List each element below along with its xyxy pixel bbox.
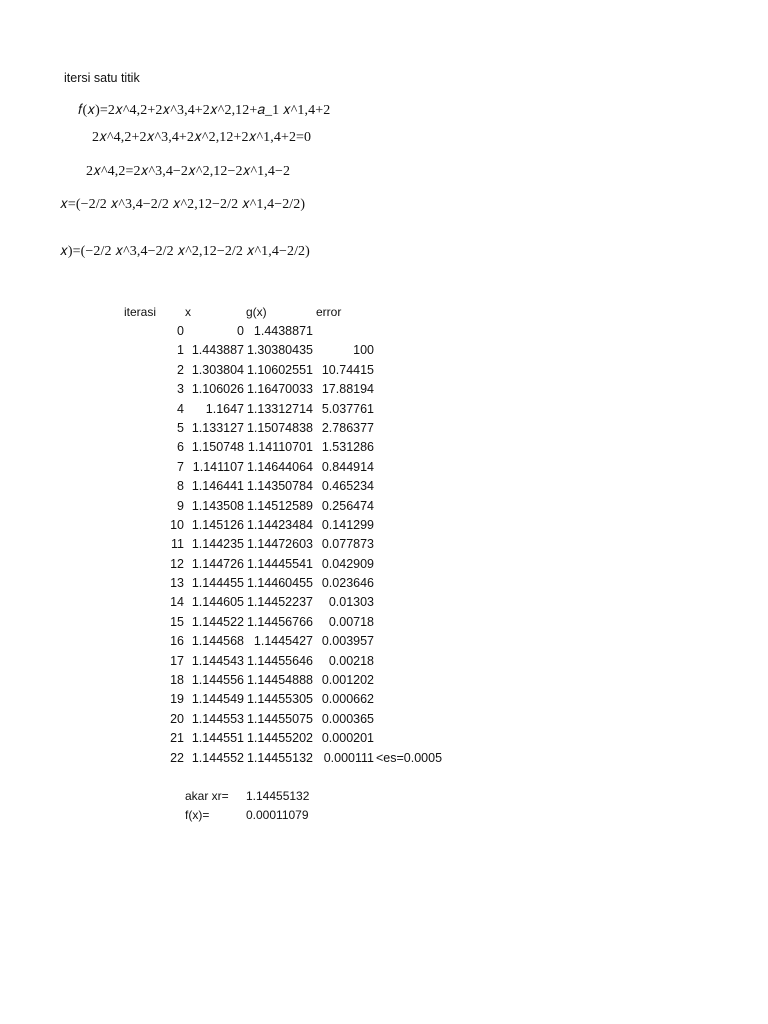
table-row [0, 555, 768, 574]
cell-gx: 1.30380435 [246, 343, 313, 358]
cell-gx: 1.14455305 [246, 692, 313, 707]
cell-gx: 1.14455132 [246, 750, 313, 765]
fx-value: 0.00011079 [246, 808, 309, 822]
table-row [0, 593, 768, 612]
cell-x: 1.143508 [191, 498, 244, 513]
cell-x: 1.145126 [191, 517, 244, 532]
cell-x: 1.144556 [191, 673, 244, 688]
cell-iterasi: 9 [177, 498, 184, 513]
cell-gx: 1.14512589 [246, 498, 313, 513]
table-row [0, 632, 768, 651]
cell-gx: 1.14460455 [246, 576, 313, 591]
table-row [0, 477, 768, 496]
cell-gx: 1.14455202 [246, 731, 313, 746]
cell-gx: 1.14472603 [246, 537, 313, 552]
cell-gx: 1.14110701 [247, 440, 313, 455]
cell-gx: 1.4438871 [253, 324, 313, 338]
equation-line: 2𝑥^4,2=2𝑥^3,4−2𝑥^2,12−2𝑥^1,4−2 [86, 164, 291, 179]
header-iterasi: iterasi [124, 305, 157, 319]
cell-x: 1.144568 [191, 634, 244, 649]
cell-x: 1.144543 [191, 653, 244, 668]
root-label: akar xr= [185, 789, 229, 803]
cell-x: 1.133127 [191, 420, 244, 435]
cell-error: 0.000201 [321, 731, 374, 746]
cell-x: 0 [237, 324, 244, 338]
table-row [0, 361, 768, 380]
cell-x: 1.144549 [191, 692, 244, 707]
cell-gx: 1.14445541 [246, 556, 313, 571]
table-row [0, 671, 768, 690]
doc-title: itersi satu titik [64, 71, 140, 85]
table-row [0, 400, 768, 419]
table-row [0, 516, 768, 535]
cell-error: 0.042909 [321, 556, 374, 571]
equation-line: 𝑥)=(−2/2 𝑥^3,4−2/2 𝑥^2,12−2/2 𝑥^1,4−2/2) [60, 244, 310, 259]
table-row [0, 690, 768, 709]
cell-iterasi: 1 [177, 343, 184, 358]
cell-iterasi: 14 [170, 595, 184, 610]
cell-iterasi: 13 [170, 576, 184, 591]
cell-iterasi: 19 [170, 692, 184, 707]
fx-label: f(x)= [185, 808, 210, 822]
cell-gx: 1.14455646 [246, 653, 313, 668]
cell-gx: 1.14452237 [246, 595, 313, 610]
cell-x: 1.1647 [205, 401, 244, 416]
cell-x: 1.144553 [191, 711, 244, 726]
table-row [0, 341, 768, 360]
equation-line: 2𝑥^4,2+2𝑥^3,4+2𝑥^2,12+2𝑥^1,4+2=0 [92, 130, 312, 145]
cell-error: 0.256474 [321, 498, 374, 513]
cell-error: 0.01303 [328, 595, 374, 610]
table-row [0, 497, 768, 516]
cell-iterasi: 11 [171, 537, 184, 552]
cell-gx: 1.14423484 [246, 517, 313, 532]
cell-error: 0.000662 [321, 692, 374, 707]
table-row [0, 322, 768, 341]
cell-iterasi: 20 [170, 711, 184, 726]
cell-gx: 1.14454888 [246, 673, 313, 688]
cell-iterasi: 4 [177, 401, 184, 416]
cell-x: 1.144552 [191, 750, 244, 765]
cell-iterasi: 7 [177, 459, 184, 474]
cell-x: 1.106026 [191, 382, 244, 397]
table-row [0, 535, 768, 554]
cell-x: 1.150748 [191, 440, 244, 455]
cell-error: 0.00218 [328, 653, 374, 668]
table-row [0, 380, 768, 399]
cell-gx: 1.15074838 [246, 420, 313, 435]
cell-x: 1.144522 [191, 614, 244, 629]
cell-x: 1.146441 [191, 479, 244, 494]
cell-error: 0.000111 [323, 750, 374, 765]
equation-line: 𝑓(𝑥)=2𝑥^4,2+2𝑥^3,4+2𝑥^2,12+𝑎_1 𝑥^1,4+2 [78, 103, 331, 118]
cell-iterasi: 0 [177, 324, 184, 338]
iteration-table [0, 322, 768, 768]
root-value: 1.14455132 [246, 789, 310, 803]
cell-x: 1.144726 [191, 556, 244, 571]
table-row [0, 710, 768, 729]
cell-gx: 1.16470033 [246, 382, 313, 397]
table-row [0, 458, 768, 477]
cell-iterasi: 21 [170, 731, 184, 746]
cell-gx: 1.1445427 [253, 634, 313, 649]
cell-iterasi: 6 [177, 440, 184, 455]
cell-x: 1.144235 [191, 537, 244, 552]
header-x: x [185, 305, 191, 319]
cell-error: 2.786377 [321, 420, 374, 435]
cell-gx: 1.14350784 [246, 479, 313, 494]
cell-x: 1.144605 [191, 595, 244, 610]
cell-gx: 1.14644064 [246, 459, 313, 474]
cell-iterasi: 22 [170, 750, 184, 765]
cell-note: <es=0.0005 [376, 750, 443, 765]
table-row [0, 652, 768, 671]
cell-iterasi: 12 [170, 556, 184, 571]
table-row [0, 574, 768, 593]
header-gx: g(x) [246, 305, 267, 319]
cell-iterasi: 17 [170, 653, 184, 668]
cell-error: 0.003957 [321, 634, 374, 649]
cell-x: 1.443887 [191, 343, 244, 358]
cell-iterasi: 5 [177, 420, 184, 435]
table-row [0, 419, 768, 438]
cell-error: 0.001202 [321, 673, 374, 688]
cell-error: 1.531286 [321, 440, 374, 455]
cell-error: 100 [353, 343, 374, 358]
cell-error: 5.037761 [321, 401, 374, 416]
table-row [0, 613, 768, 632]
table-row [0, 438, 768, 457]
cell-error: 0.000365 [321, 711, 374, 726]
cell-error: 0.844914 [321, 459, 374, 474]
cell-iterasi: 3 [177, 382, 184, 397]
cell-error: 0.023646 [321, 576, 374, 591]
cell-error: 10.74415 [321, 362, 374, 377]
header-error: error [316, 305, 342, 319]
cell-x: 1.144455 [191, 576, 244, 591]
cell-iterasi: 18 [170, 673, 184, 688]
cell-x: 1.144551 [191, 731, 244, 746]
cell-error: 0.465234 [321, 479, 374, 494]
table-row [0, 749, 768, 768]
cell-iterasi: 16 [170, 634, 184, 649]
cell-gx: 1.10602551 [246, 362, 313, 377]
cell-error: 17.88194 [321, 382, 374, 397]
cell-iterasi: 2 [177, 362, 184, 377]
cell-error: 0.141299 [321, 517, 374, 532]
cell-error: 0.077873 [321, 537, 374, 552]
cell-x: 1.141107 [192, 459, 244, 474]
cell-gx: 1.13312714 [246, 401, 313, 416]
cell-iterasi: 10 [170, 517, 184, 532]
cell-gx: 1.14455075 [246, 711, 313, 726]
cell-gx: 1.14456766 [246, 614, 313, 629]
cell-x: 1.303804 [191, 362, 244, 377]
table-row [0, 729, 768, 748]
cell-iterasi: 15 [170, 614, 184, 629]
equation-line: 𝑥=(−2/2 𝑥^3,4−2/2 𝑥^2,12−2/2 𝑥^1,4−2/2) [60, 197, 306, 212]
cell-iterasi: 8 [177, 479, 184, 494]
cell-error: 0.00718 [328, 614, 374, 629]
